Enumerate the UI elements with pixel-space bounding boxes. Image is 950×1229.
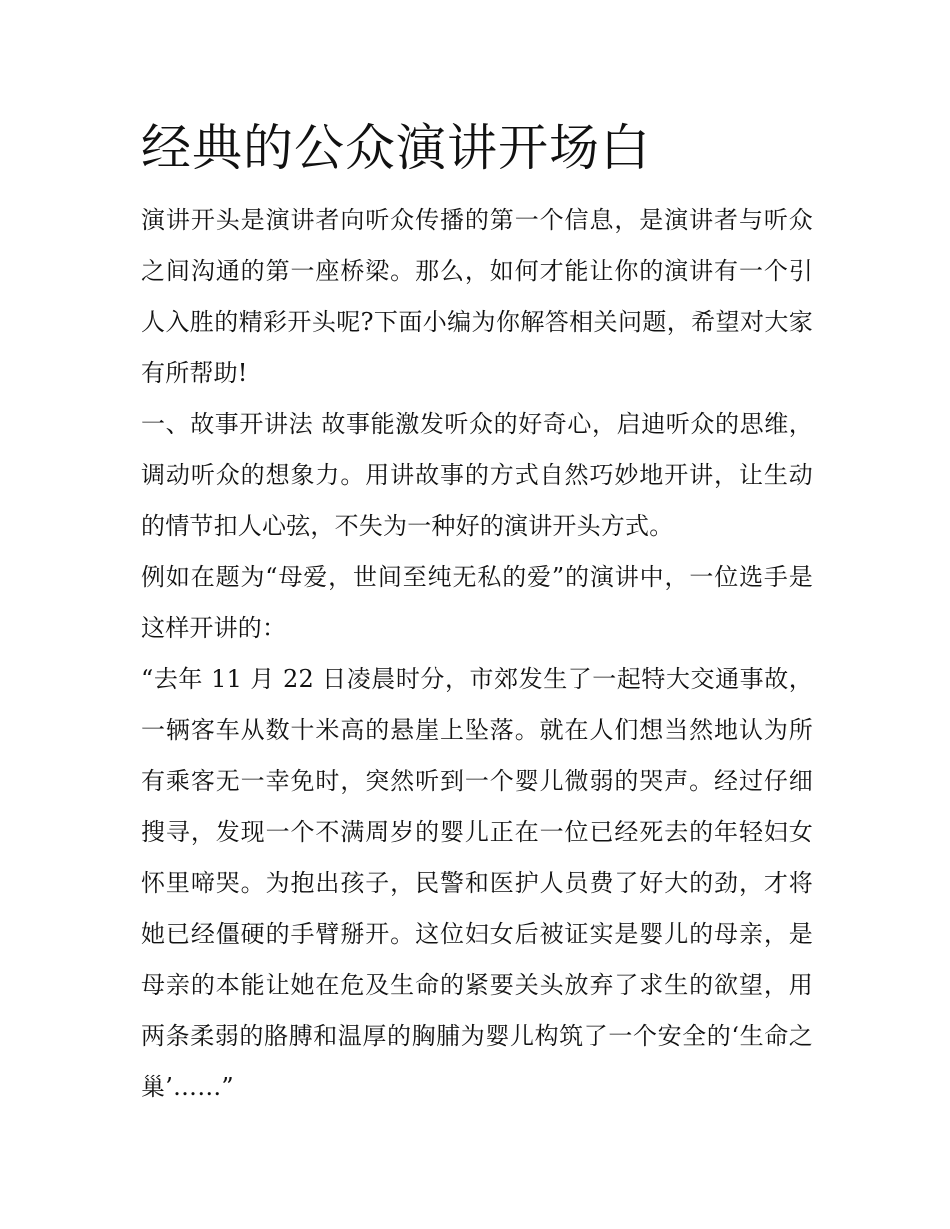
paragraph-example-quote: “去年 11 月 22 日凌晨时分，市郊发生了一起特大交通事故，一辆客车从数十米高的悬崖上坠落。就在人们想当然地认为所有乘客无一幸免时，突然听到一个婴儿微弱的哭声。经过仔细搜寻，发现一个不满周岁的婴儿正在一位已经死去的年轻妇女怀里啼哭。为抱出孩子，民警和医护人员费了好大的劲，才将她已经僵硬的手臂掰开。这位妇女后被证实是婴儿的母亲，是母亲的本能让她在危及生命的紧要关头放弃了求生的欲望，用两条柔弱的胳膊和温厚的胸脯为婴儿构筑了一个安全的‘生命之巢’……”: [141, 665, 813, 1101]
paragraph-example-intro: 例如在题为“母爱，世间至纯无私的爱”的演讲中，一位选手是这样开讲的：: [141, 563, 813, 642]
paragraph-intro: 演讲开头是演讲者向听众传播的第一个信息，是演讲者与听众之间沟通的第一座桥梁。那么，如何才能让你的演讲有一个引人入胜的精彩开头呢?下面小编为你解答相关问题，希望对大家有所帮助!: [141, 206, 813, 387]
document-body: [141, 112, 813, 1113]
paragraph-story-method: 一、故事开讲法 故事能激发听众的好奇心，启迪听众的思维，调动听众的想象力。用讲故事的方式自然巧妙地开讲，让生动的情节扣人心弦，不失为一种好的演讲开头方式。: [141, 410, 813, 540]
document-title: 经典的公众演讲开场白: [141, 119, 651, 177]
